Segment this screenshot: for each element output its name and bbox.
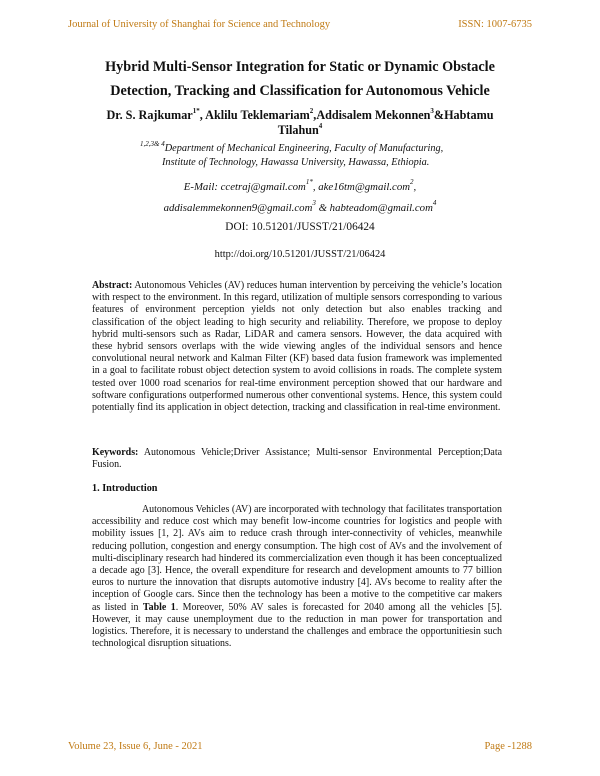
table-reference[interactable]: Table 1 <box>142 601 176 613</box>
intro-text-after: . Moreover, 50% AV sales is forecasted for 2040 among all the vehicles [5]. However, it may cause unemployment due to the reduction in man power for transportation and logistics. Therefore, it is necessary to understand the challenges and embrace the opportunitiesin such technological disruption situations. <box>92 601 502 650</box>
affiliation-line-2: Institute of Technology, Hawassa University, Hawassa, Ethiopia. <box>162 157 430 168</box>
email-3-sup: 3 <box>312 199 316 208</box>
email-label: E-Mail: <box>183 181 221 193</box>
title-line-1: Hybrid Multi-Sensor Integration for Static or Dynamic Obstacle <box>105 59 495 75</box>
keywords <box>92 447 502 471</box>
affiliation-line-1: Department of Mechanical Engineering, Faculty of Manufacturing, <box>164 143 444 154</box>
affiliation-sup: 1,2,3& 4 <box>140 139 165 148</box>
abstract-text: Autonomous Vehicles (AV) reduces human intervention by perceiving the vehicle’s location with respect to the environment. In this regard, utilization of multiple sensors corresponding to various features of environment perception yields not only detection but also enables tracking and classification of the object leading to high security and reliability. Therefore, we propose to deploy hybrid multi-sensors such as Radar, LiDAR and camera sensors. However, the data acquired with these hybrid sensors overlaps with the wide viewing angles of the individual sensors and hence convolutional neural network and Kalman Filter (KF) based data fusion framework was implemented in a goal to facilitate robust object detection system to avoid collisions in roads. The complete system tested over 1000 road scenarios for real-time environment perception showed that our hardware and software configurations outperformed numerous other conventional systems. Hence, this system could potentially find its application in object detection, tracking and classification in real-time environment. <box>92 280 502 414</box>
author-3: ,Addisalem Mekonnen <box>313 108 431 122</box>
page-header <box>68 19 532 33</box>
author-1: Dr. S. Rajkumar <box>106 108 193 122</box>
email-4[interactable]: & habteadom@gmail.com <box>315 202 433 214</box>
email-block <box>100 177 500 219</box>
introduction-paragraph <box>92 504 502 650</box>
keywords-text: Autonomous Vehicle;Driver Assistance; Multi-sensor Environmental Perception;Data Fusion. <box>92 447 502 471</box>
issn: ISSN: 1007-6735 <box>458 19 532 30</box>
email-1[interactable]: ccetraj@gmail.com <box>220 181 306 193</box>
email-1-sup: 1* <box>305 178 313 187</box>
author-3-sup: 3 <box>430 106 434 115</box>
abstract <box>92 280 502 414</box>
affiliation <box>140 139 500 170</box>
email-2-sup: 2 <box>410 178 414 187</box>
title-line-2: Detection, Tracking and Classification for Autonomous Vehicle <box>110 83 490 99</box>
author-1-sup: 1* <box>192 106 200 115</box>
intro-text-before: Autonomous Vehicles (AV) are incorporated with technology that facilitates transportation accessibility and reduce cost which may benefit low-income countries for logistics and people with mobility issues [1, 2]. AVs aim to reduce crash through inter-connectivity of vehicles, meanwhile reducing pollution, congestion and energy consumption. The high cost of AVs and the involvement of multi-disciplinary research had hindered its commercialization even though it has been conceptualized a decade ago [3]. Hence, the overall expenditure for research and development amounts to 77 billion euros to nurture the innovation that disrupts automotive industry [4]. AVs become to reality after the inception of Google cars. Since then the technology has been a motive to the competitive car makers as listed in <box>92 504 502 613</box>
abstract-label: Abstract: <box>92 280 133 291</box>
introduction-body <box>92 504 502 650</box>
author-4-sup: 4 <box>318 121 323 130</box>
paper-title <box>80 55 520 103</box>
volume-info: Volume 23, Issue 6, June - 2021 <box>68 741 203 752</box>
keywords-label: Keywords: <box>92 447 139 458</box>
page-number: Page -1288 <box>484 741 532 752</box>
section-heading-introduction: 1. Introduction <box>92 483 158 494</box>
email-sep: , <box>413 181 417 193</box>
author-4: &Habtamu Tilahun <box>277 108 494 137</box>
email-3[interactable]: addisalemmekonnen9@gmail.com <box>163 202 313 214</box>
author-list <box>85 108 515 138</box>
journal-name: Journal of University of Shanghai for Science and Technology <box>68 19 331 30</box>
author-2: , Aklilu Teklemariam <box>199 108 310 122</box>
doi: DOI: 10.51201/JUSST/21/06424 <box>225 221 375 233</box>
page-footer <box>68 741 532 755</box>
email-2[interactable]: , ake16tm@gmail.com <box>312 181 411 193</box>
email-4-sup: 4 <box>432 199 437 208</box>
doi-url[interactable]: http://doi.org/10.51201/JUSST/21/06424 <box>214 249 386 260</box>
author-2-sup: 2 <box>309 106 314 115</box>
